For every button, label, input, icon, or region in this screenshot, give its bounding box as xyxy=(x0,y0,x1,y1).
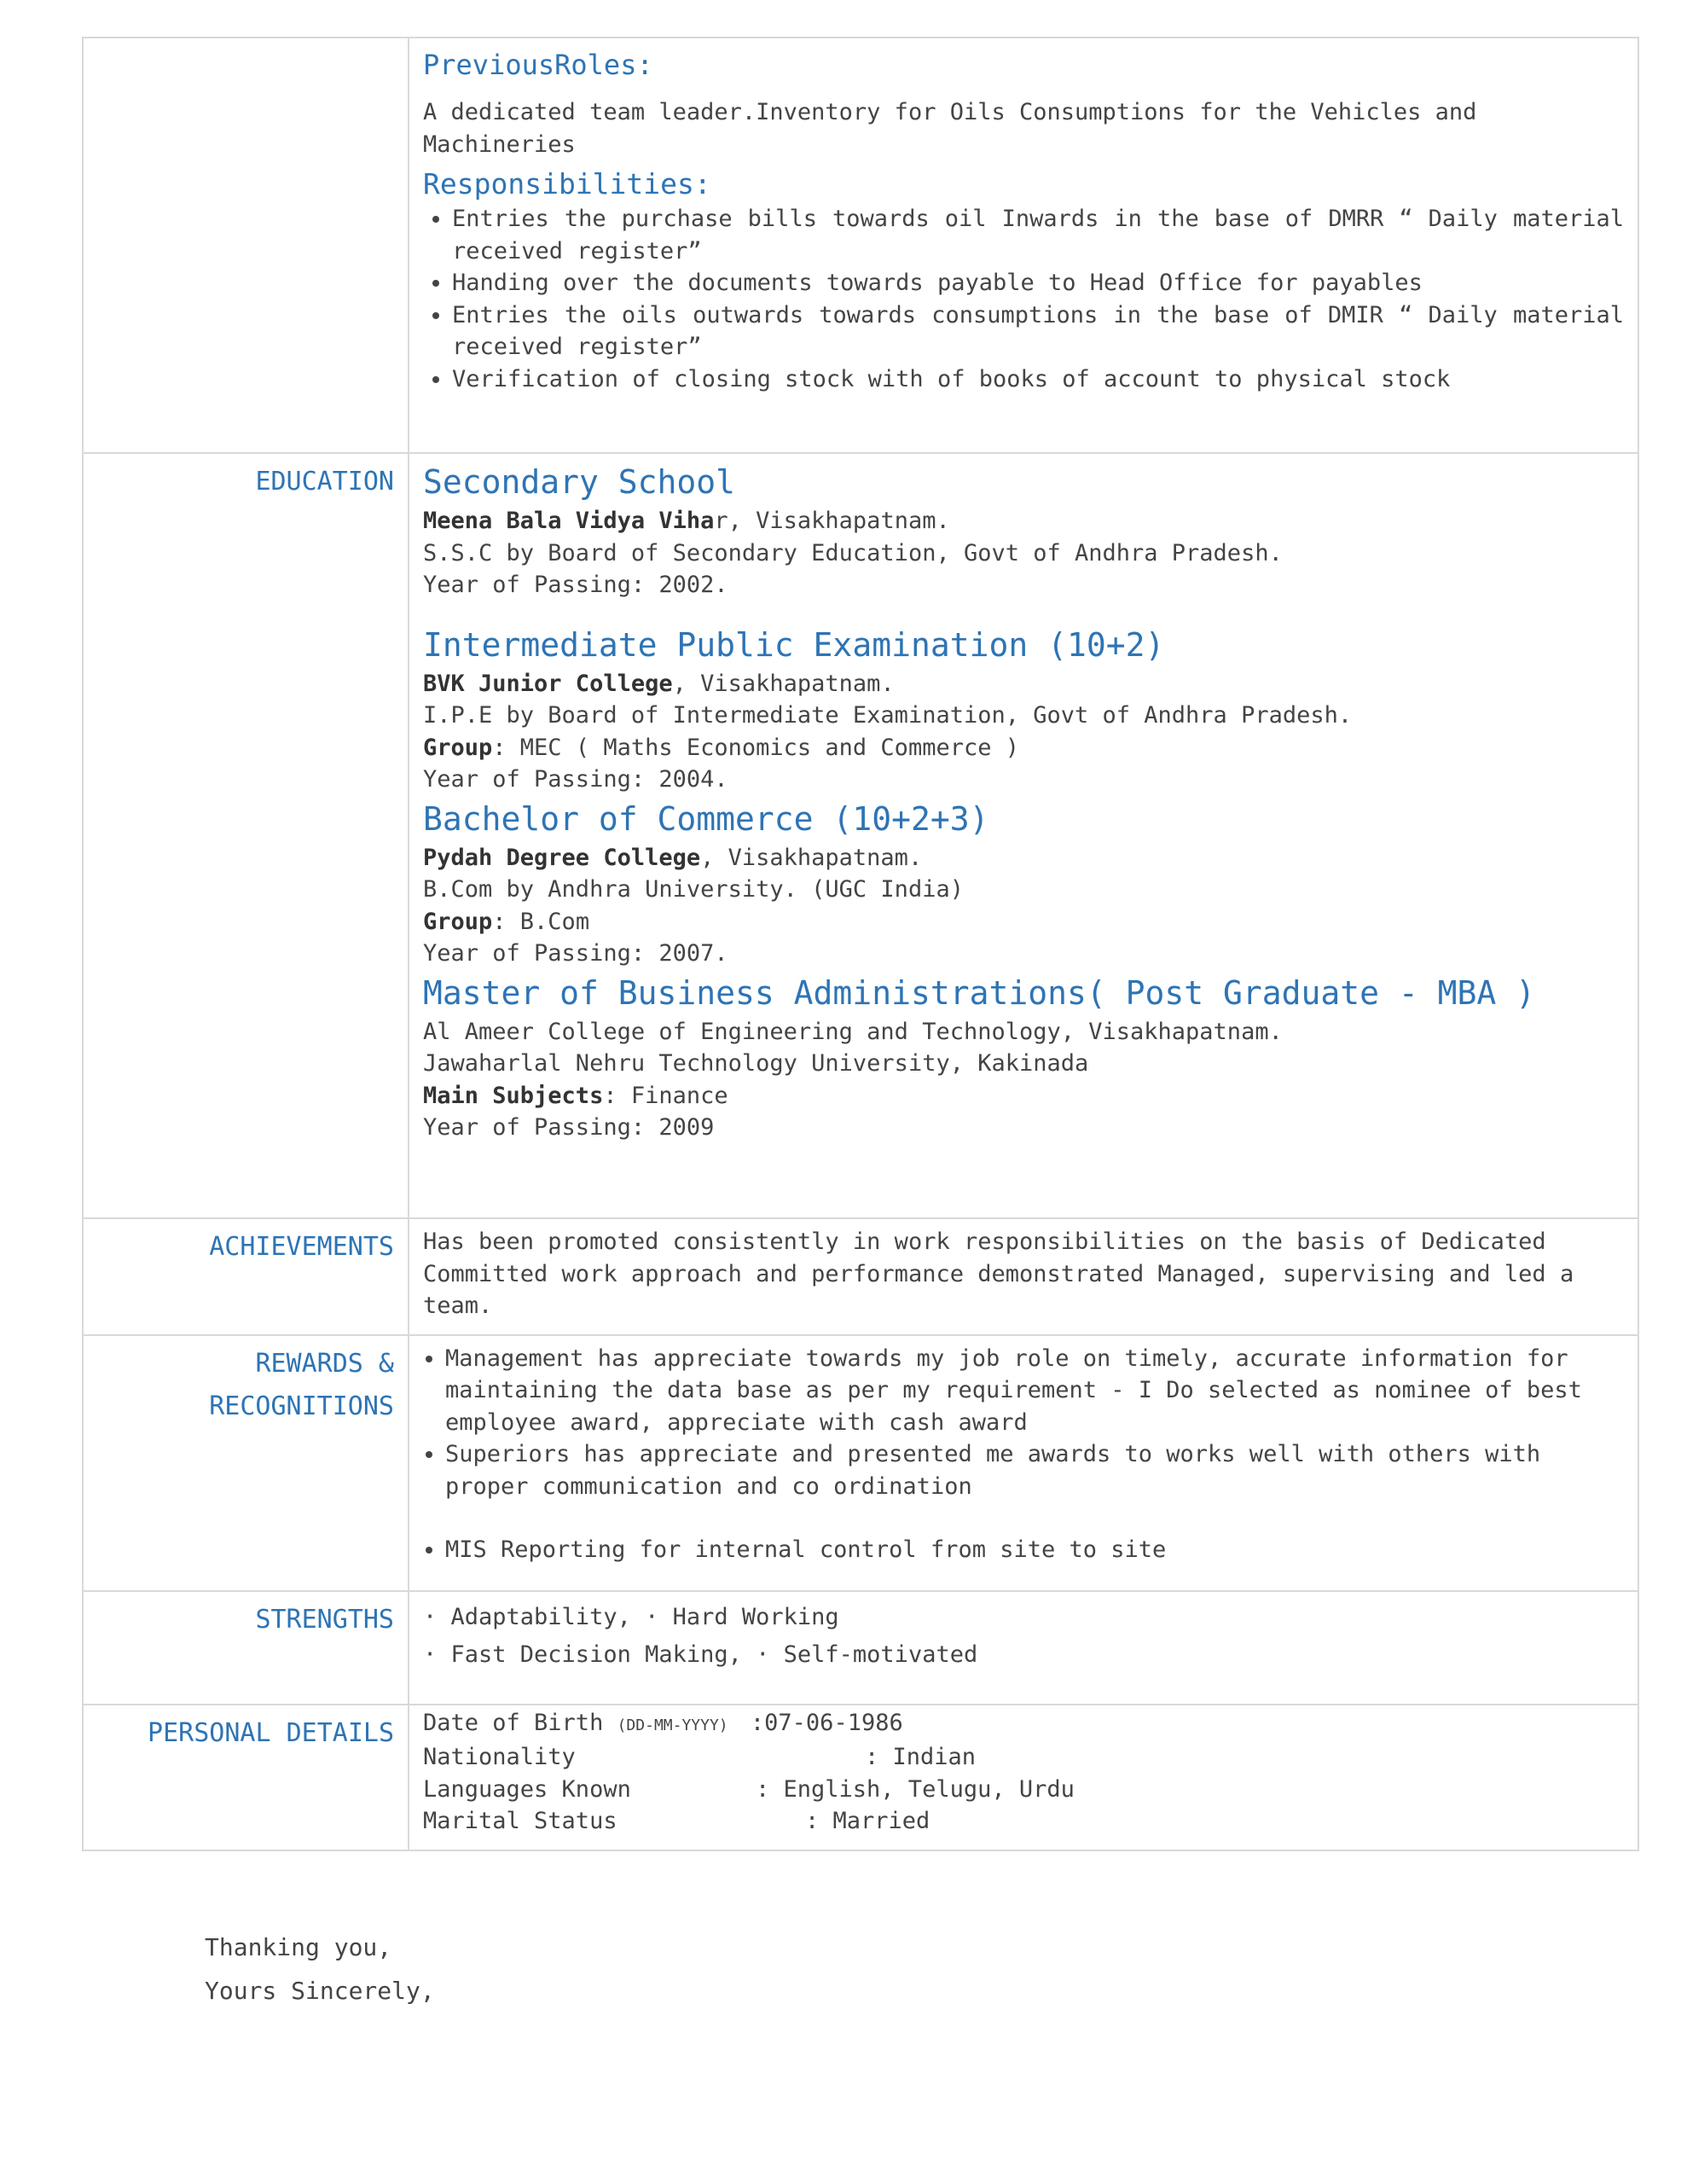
marital-line xyxy=(423,1805,1624,1838)
education-year: Year of Passing: 2004. xyxy=(423,766,728,793)
dob-value: :07-06-1986 xyxy=(750,1709,903,1736)
strengths-line: · Adaptability, · Hard Working xyxy=(423,1603,839,1630)
education-label: EDUCATION xyxy=(83,453,409,1218)
education-institution: Al Ameer College of Engineering and Technology, Visakhapatnam. xyxy=(423,1018,1283,1045)
education-entry xyxy=(423,459,1624,601)
languages-value: : English, Telugu, Urdu xyxy=(756,1775,1075,1803)
dob-format: (DD-MM-YYYY) xyxy=(617,1716,728,1734)
strengths-line: · Fast Decision Making, · Self-motivated xyxy=(423,1641,978,1668)
rewards-content xyxy=(409,1335,1638,1591)
marital-label: Marital Status xyxy=(423,1808,617,1834)
dob-label: Date of Birth xyxy=(423,1709,604,1736)
previous-roles-label-cell xyxy=(83,38,409,453)
education-year: Year of Passing: 2002. xyxy=(423,572,728,598)
previous-roles-heading: PreviousRoles: xyxy=(423,49,653,81)
institution-name: Meena Bala Vidya Viha xyxy=(423,508,715,534)
education-year: Year of Passing: 2009 xyxy=(423,1114,715,1141)
list-item: • Superiors has appreciate and presented me awards to works well with others with proper communication and co ordination xyxy=(445,1438,1624,1502)
institution-name: BVK Junior College xyxy=(423,670,673,697)
personal-details-content xyxy=(409,1705,1638,1850)
subjects-label: Main Subjects xyxy=(423,1082,604,1109)
education-board: S.S.C by Board of Secondary Education, Govt of Andhra Pradesh. xyxy=(423,539,1283,566)
education-university: Jawaharlal Nehru Technology University, Kakinada xyxy=(423,1050,1089,1077)
education-board: I.P.E by Board of Intermediate Examination, Govt of Andhra Pradesh. xyxy=(423,702,1353,729)
education-group xyxy=(423,732,1624,764)
rewards-label xyxy=(83,1335,409,1591)
list-item: • MIS Reporting for internal control from site to site xyxy=(445,1534,1624,1566)
list-item: • Verification of closing stock with of books of account to physical stock xyxy=(452,363,1624,396)
institution-location: , Visakhapatnam. xyxy=(672,670,895,697)
group-label: Group xyxy=(423,908,493,935)
institution-location: r, Visakhapatnam. xyxy=(714,508,950,534)
subjects-value: : Finance xyxy=(603,1082,728,1109)
dob-line xyxy=(423,1707,1624,1742)
institution-location: , Visakhapatnam. xyxy=(700,844,923,871)
responsibilities-heading: Responsibilities: xyxy=(423,167,711,200)
rewards-label-line1: REWARDS & xyxy=(255,1348,394,1379)
education-content xyxy=(409,453,1638,1218)
education-entry xyxy=(423,622,1624,796)
education-subjects xyxy=(423,1080,1624,1112)
group-label: Group xyxy=(423,734,493,761)
education-institution xyxy=(423,505,1624,537)
languages-label: Languages Known xyxy=(423,1775,631,1803)
closing-signoff: Yours Sincerely, xyxy=(205,1977,435,2005)
list-item: • Management has appreciate towards my job role on timely, accurate information for maintaining the data base as per my requirement - I Do selected as nominee of best employee award, appreciate with cash award xyxy=(445,1343,1624,1439)
education-title: Secondary School xyxy=(423,463,736,501)
nationality-value: : Indian xyxy=(865,1744,977,1770)
group-value: : B.Com xyxy=(492,908,590,935)
list-item: • Entries the purchase bills towards oil Inwards in the base of DMRR “ Daily material received register” xyxy=(452,203,1624,267)
resume-table xyxy=(82,37,1639,1851)
nationality-line xyxy=(423,1741,1624,1774)
previous-roles-content xyxy=(409,38,1638,453)
rewards-list xyxy=(423,1343,1624,1566)
languages-line xyxy=(423,1774,1624,1806)
personal-details-label: PERSONAL DETAILS xyxy=(83,1705,409,1850)
previous-roles-row xyxy=(83,38,1638,453)
nationality-label: Nationality xyxy=(423,1744,576,1770)
strengths-content xyxy=(409,1591,1638,1705)
education-institution xyxy=(423,668,1624,700)
strengths-label: STRENGTHS xyxy=(83,1591,409,1705)
list-item: • Handing over the documents towards payable to Head Office for payables xyxy=(452,267,1624,299)
previous-roles-summary: A dedicated team leader.Inventory for Oils Consumptions for the Vehicles and Machineries xyxy=(423,99,1477,158)
education-entry xyxy=(423,796,1624,970)
rewards-label-line2: RECOGNITIONS xyxy=(209,1391,394,1421)
education-board: B.Com by Andhra University. (UGC India) xyxy=(423,876,964,903)
education-title: Master of Business Administrations( Post Graduate - MBA ) xyxy=(423,973,1536,1012)
rewards-row xyxy=(83,1335,1638,1591)
education-title: Bachelor of Commerce (10+2+3) xyxy=(423,799,989,838)
education-title: Intermediate Public Examination (10+2) xyxy=(423,625,1165,664)
achievements-text: Has been promoted consistently in work responsibilities on the basis of Dedicated Committed work approach and performance demonstrated Managed, supervising and led a team. xyxy=(409,1218,1638,1335)
education-institution xyxy=(423,842,1624,874)
education-group xyxy=(423,906,1624,938)
marital-value: : Married xyxy=(805,1808,930,1834)
closing-thanks: Thanking you, xyxy=(205,1933,392,1961)
responsibilities-list xyxy=(423,203,1624,395)
institution-name: Pydah Degree College xyxy=(423,844,701,871)
group-value: : MEC ( Maths Economics and Commerce ) xyxy=(492,734,1019,761)
achievements-label: ACHIEVEMENTS xyxy=(83,1218,409,1335)
personal-details-row xyxy=(83,1705,1638,1850)
education-row xyxy=(83,453,1638,1218)
achievements-row xyxy=(83,1218,1638,1335)
strengths-row xyxy=(83,1591,1638,1705)
list-item: • Entries the oils outwards towards consumptions in the base of DMIR “ Daily material received register” xyxy=(452,299,1624,363)
education-year: Year of Passing: 2007. xyxy=(423,940,728,967)
education-entry xyxy=(423,970,1624,1144)
